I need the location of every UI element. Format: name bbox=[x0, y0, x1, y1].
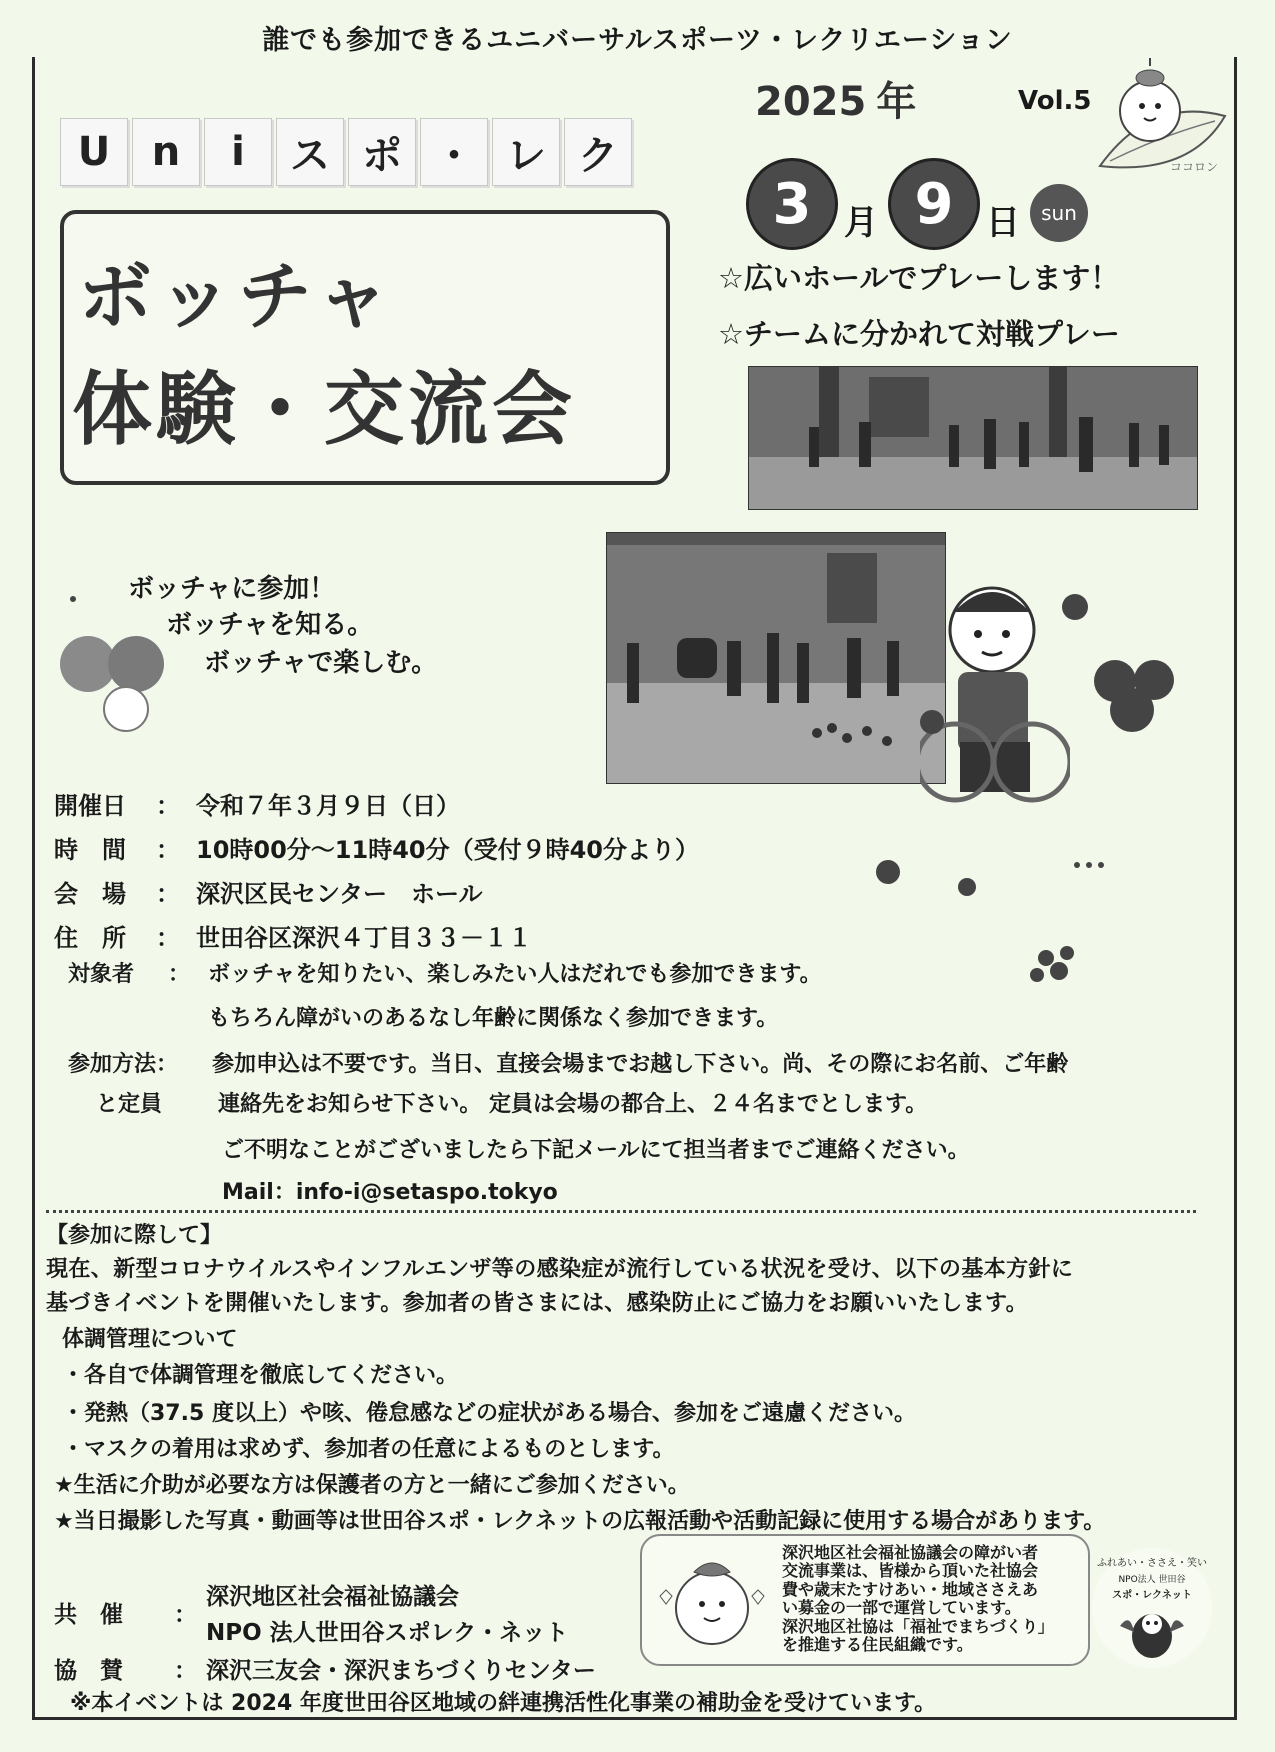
wheelchair-player-icon bbox=[920, 572, 1070, 832]
tagline: 誰でも参加できるユニバーサルスポーツ・レクリエーション bbox=[0, 18, 1275, 57]
target-label: 対象者 bbox=[68, 962, 135, 987]
colon: ： bbox=[156, 792, 180, 820]
cohost-2: NPO 法人世田谷スポレク・ネット bbox=[206, 1620, 569, 1646]
colon: ： bbox=[174, 1658, 197, 1684]
day-unit: 日 bbox=[986, 203, 1020, 243]
event-title-line2: 体験・交流会 bbox=[72, 363, 576, 456]
series-char: レ bbox=[492, 118, 560, 186]
council-line: 深沢地区社会福祉協議会の障がい者 bbox=[782, 1543, 1039, 1562]
notice-line: 基づきイベントを開催いたします。参加者の皆さまには、感染防止にご協力をお願いいたします。 bbox=[46, 1291, 1029, 1316]
series-char: ポ bbox=[348, 118, 416, 186]
feature-1: ☆広いホールでプレーします！ bbox=[718, 261, 1120, 295]
time-value: 10時00分～11時40分（受付９時40分より） bbox=[196, 836, 699, 864]
month-unit: 月 bbox=[844, 203, 878, 243]
capacity-label: と定員 bbox=[96, 1092, 163, 1117]
ball-icon bbox=[1134, 660, 1174, 700]
ball-icon bbox=[876, 860, 900, 884]
logo-text-mid: NPO法人 世田谷 bbox=[1118, 1575, 1186, 1585]
method-line: 参加申込は不要です。当日、直接会場までお越し下さい。尚、その際にお名前、ご年齢 bbox=[212, 1052, 1069, 1077]
council-line: 交流事業は、皆様から頂いた社協会 bbox=[782, 1561, 1039, 1581]
method-label: 参加方法： bbox=[68, 1052, 179, 1077]
day-badge: 9 bbox=[888, 158, 980, 250]
event-date bbox=[746, 158, 1088, 250]
ball-icon bbox=[1030, 968, 1044, 982]
notice-line: 現在、新型コロナウイルスやインフルエンザ等の感染症が流行している状況を受け、以下の基本方針に bbox=[46, 1257, 1074, 1282]
ball-icon bbox=[1050, 962, 1068, 980]
colon: ： bbox=[156, 924, 180, 952]
boccia-balls-icon bbox=[56, 634, 176, 734]
series-title bbox=[60, 118, 636, 186]
ball-icon bbox=[1038, 950, 1054, 966]
mascot-name: ココロン bbox=[1170, 160, 1219, 174]
target-line: ボッチャを知りたい、楽しみたい人はだれでも参加できます。 bbox=[208, 962, 822, 987]
council-line: を推進する住民組織です。 bbox=[782, 1634, 973, 1654]
year-unit: 年 bbox=[876, 79, 917, 125]
council-text bbox=[782, 1544, 1054, 1654]
method-line: ご不明なことがございましたら下記メールにて担当者までご連絡ください。 bbox=[222, 1138, 970, 1163]
ball-icon bbox=[958, 878, 976, 896]
health-heading: 体調管理について bbox=[62, 1327, 238, 1352]
colon: ： bbox=[156, 836, 180, 864]
series-char: ス bbox=[276, 118, 344, 186]
method-line: 連絡先をお知らせ下さい。 定員は会場の都合上、２４名までとします。 bbox=[218, 1092, 928, 1117]
volume-label: Vol.5 bbox=[1018, 86, 1092, 116]
health-bullet: ・マスクの着用は求めず、参加者の任意によるものとします。 bbox=[62, 1437, 675, 1462]
venue-value: 深沢区民センター ホール bbox=[196, 880, 483, 908]
hall-photo-image bbox=[749, 367, 1197, 509]
ball-icon bbox=[1074, 862, 1080, 868]
ball-icon bbox=[1098, 862, 1104, 868]
council-mascot-icon bbox=[654, 1546, 774, 1656]
hall-photo bbox=[748, 366, 1198, 510]
notice-heading: 【参加に際して】 bbox=[46, 1223, 223, 1248]
venue-label: 会 場 bbox=[54, 880, 126, 908]
slogan-1: ボッチャに参加！ bbox=[128, 574, 336, 604]
cohost-1: 深沢地区社会福祉協議会 bbox=[206, 1584, 459, 1610]
series-char: n bbox=[132, 118, 200, 186]
logo-text-bottom: スポ・レクネット bbox=[1112, 1590, 1192, 1601]
sponsor-label: 協 賛 bbox=[54, 1658, 123, 1684]
event-title-line1: ボッチャ bbox=[78, 254, 396, 340]
bird-logo-icon bbox=[1116, 1602, 1188, 1662]
star-note: ★当日撮影した写真・動画等は世田谷スポ・レクネットの広報活動や活動記録に使用する場合があります。 bbox=[54, 1509, 1106, 1534]
health-bullet: ・各自で体調管理を徹底してください。 bbox=[62, 1363, 459, 1388]
year-value: 2025 bbox=[755, 79, 867, 125]
sponsor: 深沢三友会・深沢まちづくりセンター bbox=[206, 1658, 596, 1684]
play-photo bbox=[606, 532, 946, 784]
slogan-2: ボッチャを知る。 bbox=[166, 610, 374, 640]
council-line: 費や歳末たすけあい・地域ささえあ bbox=[782, 1579, 1039, 1599]
series-char: U bbox=[60, 118, 128, 186]
feature-2: ☆チームに分かれて対戦プレー bbox=[718, 317, 1120, 351]
ball-icon bbox=[1062, 594, 1088, 620]
date-value: 令和７年３月９日（日） bbox=[196, 792, 460, 820]
colon: ： bbox=[156, 880, 180, 908]
address-value: 世田谷区深沢４丁目３３－１１ bbox=[196, 924, 532, 952]
series-char: i bbox=[204, 118, 272, 186]
colon: ： bbox=[168, 962, 191, 987]
council-line: い募金の一部で運営しています。 bbox=[782, 1598, 1021, 1618]
footer-note: ※本イベントは 2024 年度世田谷区地域の絆連携活性化事業の補助金を受けています。 bbox=[70, 1691, 937, 1716]
colon: ： bbox=[174, 1602, 197, 1628]
series-char: ク bbox=[564, 118, 632, 186]
date-label: 開催日 bbox=[54, 792, 126, 820]
contact-email[interactable]: Mail：info-i@setaspo.tokyo bbox=[222, 1180, 558, 1205]
ball-icon bbox=[70, 596, 76, 602]
section-divider bbox=[46, 1210, 1196, 1213]
address-label: 住 所 bbox=[54, 924, 126, 952]
cohost-label: 共 催 bbox=[54, 1602, 123, 1628]
slogan-3: ボッチャで楽しむ。 bbox=[204, 648, 438, 678]
logo-text-top: ふれあい・ささえ・笑い bbox=[1097, 1558, 1207, 1569]
weekday-badge: sun bbox=[1030, 184, 1088, 242]
month-badge: 3 bbox=[746, 158, 838, 250]
star-note: ★生活に介助が必要な方は保護者の方と一緒にご参加ください。 bbox=[54, 1473, 690, 1498]
ball-icon bbox=[1086, 862, 1092, 868]
council-line: 深沢地区社協は「福祉でまちづくり」 bbox=[782, 1616, 1054, 1636]
npo-logo bbox=[1092, 1548, 1212, 1668]
time-label: 時 間 bbox=[54, 836, 126, 864]
ball-icon bbox=[1060, 946, 1074, 960]
health-bullet: ・発熱（37.5 度以上）や咳、倦怠感などの症状がある場合、参加をご遠慮ください。 bbox=[62, 1401, 916, 1426]
event-year bbox=[755, 70, 916, 127]
target-line: もちろん障がいのあるなし年齢に関係なく参加できます。 bbox=[208, 1006, 779, 1031]
series-char: ・ bbox=[420, 118, 488, 186]
play-photo-image bbox=[607, 533, 945, 783]
